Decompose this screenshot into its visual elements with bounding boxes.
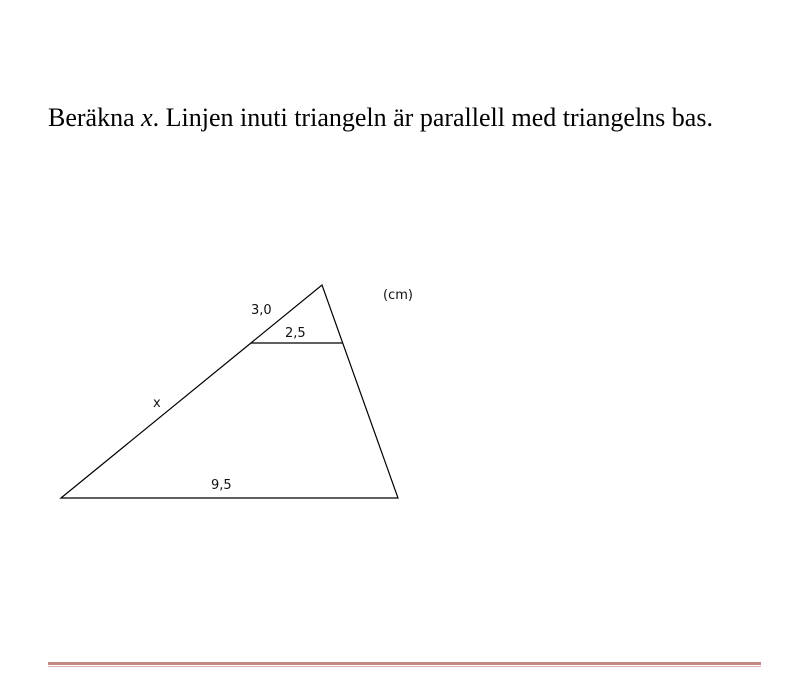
question-suffix: . Linjen inuti triangeln är parallell med triangelns bas. xyxy=(152,103,713,132)
inner-line-label: 2,5 xyxy=(285,326,306,341)
footer-rule-thin xyxy=(48,666,761,667)
unit-label: (cm) xyxy=(383,288,413,303)
lower-side-label-x: x xyxy=(153,396,161,411)
footer-rule xyxy=(48,662,761,665)
triangle-outline xyxy=(61,285,398,498)
top-side-label: 3,0 xyxy=(251,303,272,318)
base-label: 9,5 xyxy=(211,478,232,493)
question-prefix: Beräkna xyxy=(48,103,142,132)
question-variable: x xyxy=(141,103,153,132)
